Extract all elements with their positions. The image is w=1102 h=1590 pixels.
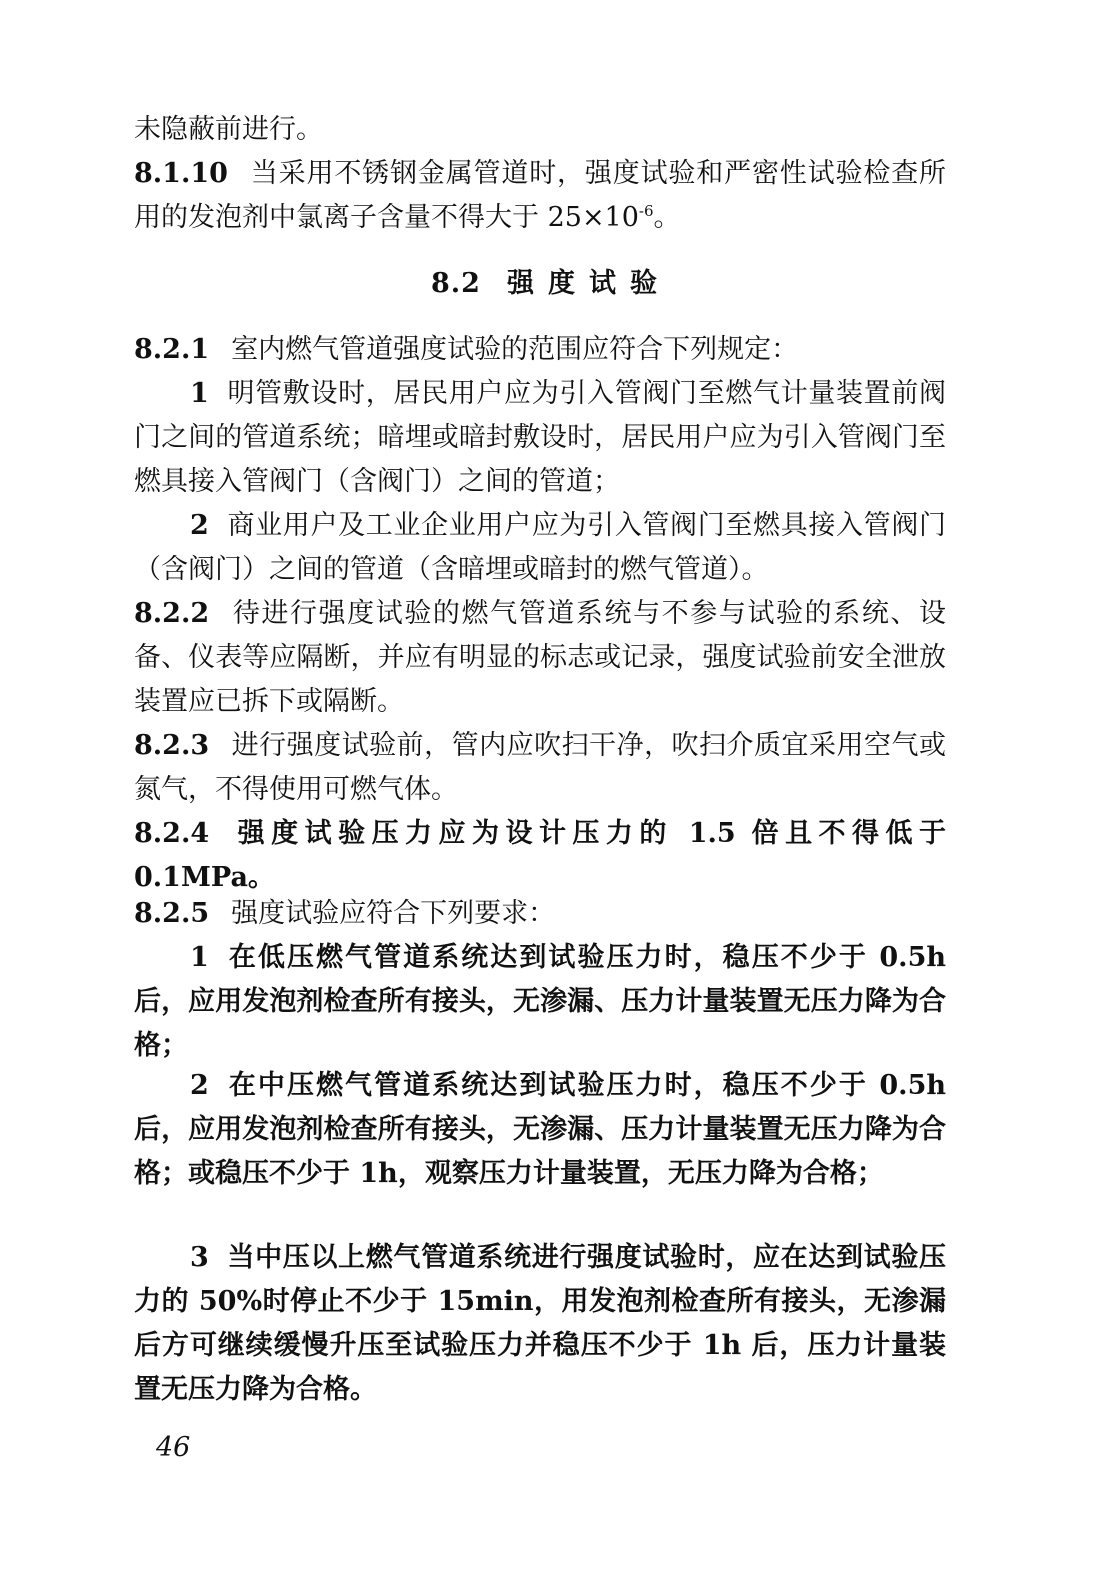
paragraph-continuation — [134, 108, 946, 152]
clause-number: 8.2.1 — [134, 334, 210, 365]
superscript-exponent: -6 — [638, 202, 654, 220]
clause-text: 当采用不锈钢金属管道时，强度试验和严密性试验检查所用的发泡剂中氯离子含量不得大于 25×10 — [134, 158, 946, 233]
clause-number: 8.2.5 — [134, 898, 210, 929]
item-number: 3 — [190, 1242, 209, 1273]
clause-8-2-1 — [134, 328, 946, 372]
item-number: 1 — [190, 378, 209, 409]
item-text: 在中压燃气管道系统达到试验压力时，稳压不少于 0.5h 后，应用发泡剂检查所有接头，无渗漏、压力计量装置无压力降为合格；或稳压不少于 1h，观察压力计量装置，无压力降为合格； — [134, 1070, 946, 1189]
clause-text: 待进行强度试验的燃气管道系统与不参与试验的系统、设备、仪表等应隔断，并应有明显的标志或记录，强度试验前安全泄放装置应已拆下或隔断。 — [134, 598, 946, 717]
item-number: 2 — [190, 1070, 209, 1101]
paragraph-text: 未隐蔽前进行。 — [134, 114, 323, 145]
section-title: 强度试验 — [506, 268, 671, 299]
item-text: 商业用户及工业企业用户应为引入管阀门至燃具接入管阀门（含阀门）之间的管道（含暗埋或暗封的燃气管道）。 — [134, 510, 946, 585]
clause-8-2-1-item-1 — [134, 372, 946, 504]
clause-8-2-5-item-2 — [134, 1064, 946, 1196]
clause-8-2-1-item-2 — [134, 504, 946, 592]
clause-text: 强度试验压力应为设计压力的 1.5 倍且不得低于 0.1MPa。 — [134, 818, 946, 893]
clause-8-2-3 — [134, 724, 946, 812]
clause-number: 8.1.10 — [134, 158, 228, 189]
clause-8-2-5-item-3 — [134, 1236, 946, 1412]
item-number: 2 — [190, 510, 209, 541]
item-text: 在低压燃气管道系统达到试验压力时，稳压不少于 0.5h 后，应用发泡剂检查所有接头，无渗漏、压力计量装置无压力降为合格； — [134, 942, 946, 1061]
clause-text: 强度试验应符合下列要求： — [231, 898, 556, 929]
clause-text: 室内燃气管道强度试验的范围应符合下列规定： — [231, 334, 799, 365]
clause-8-2-5-item-1 — [134, 936, 946, 1068]
clause-text: 进行强度试验前，管内应吹扫干净，吹扫介质宜采用空气或氮气，不得使用可燃气体。 — [134, 730, 946, 805]
section-number: 8.2 — [431, 268, 481, 299]
item-text: 当中压以上燃气管道系统进行强度试验时，应在达到试验压力的 50%时停止不少于 15min，用发泡剂检查所有接头，无渗漏后方可继续缓慢升压至试验压力并稳压不少于 1h 后，压力计量装置无压力降为合格。 — [134, 1242, 946, 1405]
item-number: 1 — [190, 942, 209, 973]
clause-8-1-10 — [134, 152, 946, 240]
clause-8-2-2 — [134, 592, 946, 724]
clause-number: 8.2.3 — [134, 730, 210, 761]
clause-8-2-5 — [134, 892, 946, 936]
clause-number: 8.2.4 — [134, 818, 210, 849]
item-text: 明管敷设时，居民用户应为引入管阀门至燃气计量装置前阀门之间的管道系统；暗埋或暗封敷设时，居民用户应为引入管阀门至燃具接入管阀门（含阀门）之间的管道； — [134, 378, 946, 497]
clause-text-tail: 。 — [653, 202, 681, 233]
clause-number: 8.2.2 — [134, 598, 210, 629]
section-heading — [0, 262, 1102, 306]
page-number: 46 — [156, 1432, 191, 1463]
clause-8-2-4 — [134, 812, 946, 900]
